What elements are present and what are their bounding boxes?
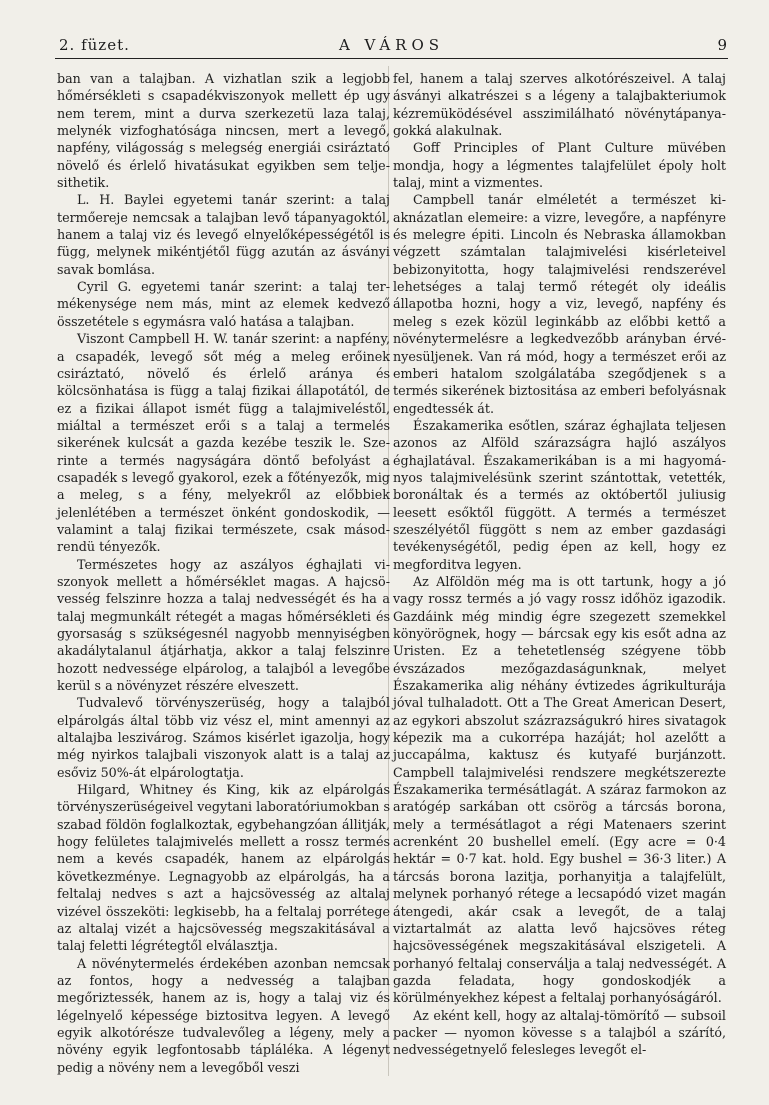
paragraph: ban van a talajban. A vizhatlan szik a legjobb hőmérsékleti s csapadékviszonyok mellett ép ugy nem terem, mint a durva szerkezetü laza talaj, melynék vizfoghatósága nincsen, mert a levegő, napfény, világosság s melegség energiái csiráztató növelő és érlelő hivatásukat egyikben sem teljesithetik. — [57, 71, 390, 191]
paragraph: Cyril G. egyetemi tanár szerint: a talaj termékenysége nem más, mint az elemek kedvező összetétele s egymásra való hatása a talajban. — [57, 279, 390, 329]
paragraph: Tudvalevő törvényszerüség, hogy a talajból elpárolgás által több viz vész el, mint amennyi az altalajba leszivárog. Számos kisérlet igazolja, hogy még nyirkos talajbali viszonyok alatt is a talaj az esőviz 50%-át elpárologtatja. — [57, 695, 390, 780]
paragraph: A növénytermelés érdekében azonban nemcsak az fontos, hogy a nedvesség a talajban megőriztessék, hanem az is, hogy a talaj viz és légelnyelő képessége biztositva legyen. A levegő egyik alkotórésze tudvalevőleg a légeny, mely a növény egyik legfontosabb tápláléka. A légenyt pedig a növény nem a levegőből veszi — [57, 955, 390, 1075]
paragraph: Goff Principles of Plant Culture müvében mondja, hogy a légmentes talajfelület époly holt talaj, mint a vizmentes. — [393, 140, 726, 191]
right-column — [393, 70, 726, 1059]
header-rule — [55, 58, 728, 59]
paragraph: Északamerika esőtlen, száraz éghajlata teljesen azonos az Alföld szárazságra hajló aszályos éghajlatával. Északamerikában is a mi hagyományos talajmivelésünk szerint szántottak, vetették, boronáltak és a termés az októbertől juliusig leesett esőktől függött. A termés a természet szeszélyétől függött s nem az ember gazdasági tevékenységétől, pedig épen az kell, hogy ez megforditva legyen. — [393, 417, 726, 572]
paragraph: Az eként kell, hogy az altalaj-tömörítő — subsoil packer — nyomon kövesse s a talajból a szárító, nedvességetnyelő felesleges levegőt el- — [393, 1007, 726, 1058]
left-column — [57, 70, 390, 1076]
page-number: 9 — [717, 36, 728, 54]
page-header — [55, 36, 728, 56]
paragraph: fel, hanem a talaj szerves alkotórészeivel. A talaj ásványi alkatrészei s a légeny a talajbakteriumok kézremüködésével asszimilálható növénytápanyagokká alakulnak. — [393, 71, 726, 139]
paragraph: Természetes hogy az aszályos éghajlati viszonyok mellett a hőmérséklet magas. A hajcsövesség felszinre hozza a talaj nedvességét és ha a talaj megmunkált rétegét a magas hőmérsékleti és gyorsaság s szükségesnél nagyobb mennyiségben akadálytalanul átjárhatja, akkor a talaj felszinre hozott nedvessége elpárolog, a talajból a levegőbe kerül s a növényzet részére elveszett. — [57, 556, 390, 694]
paragraph: Campbell tanár elméletét a természet kiaknázatlan elemeire: a vizre, levegőre, a napfényre és melegre épiti. Lincoln és Nebraska államokban végzett számtalan talajmivelési kisérleteivel bebizonyitotta, hogy talajmivelési rendszerével lehetséges a talaj termő rétegét oly ideális állapotba hozni, hogy a viz, levegő, napfény és meleg s ezek közül leginkább az előbbi kettő a növénytermelésre a legkedvezőbb arányban érvényesüljenek. Van rá mód, hogy a természet erői az emberi hatalom szolgálatába szegődjenek s a termés sikerének biztositása az emberi befolyásnak engedtessék át. — [393, 192, 726, 416]
publication-title: A VÁROS — [338, 36, 445, 54]
paragraph: L. H. Baylei egyetemi tanár szerint: a talaj termőereje nemcsak a talajban levő tápanyagoktól, hanem a talaj viz és levegő elnyelőképességétől is függ, melynek mikéntjétől függ azután az ásványi savak bomlása. — [57, 192, 390, 277]
paragraph: Viszont Campbell H. W. tanár szerint: a napfény, a csapadék, levegő sőt még a meleg erőinek csiráztató, növelő és érlelő aránya és kölcsönhatása is függ a talaj fizikai állapotától, de ez a fizikai állapot ismét függ a talajmiveléstől, miáltal a természet erői s a talaj a termelés sikerének kulcsát a gazda kezébe teszik le. Szerinte a termés nagyságára döntő befolyást a csapadék s levegő gyakorol, ezek a főtényezők, mig a meleg, s a fény, melyekről az előbbiek jelenlétében a természet önként gondoskodik, — valamint a talaj fizikai természete, csak másodrendü tényezők. — [57, 331, 390, 555]
issue-label: 2. füzet. — [59, 36, 130, 54]
paragraph: Hilgard, Whitney és King, kik az elpárolgás törvényszerüségeivel vegytani laboratóriumokban s szabad földön foglalkoztak, egybehangzóan állitják, hogy felületes talajmivelés mellett a rossz termés nem a kevés csapadék, hanem az elpárolgás következménye. Legnagyobb az elpárolgás, ha a feltalaj nedves s azt a hajcsövesség az altalaj vizével összeköti: legkisebb, ha a feltalaj porrétege az altalaj vizét a hajcsövesség megszakitásával a talaj feletti légrétegtől elválasztja. — [57, 782, 390, 954]
paragraph: Az Alföldön még ma is ott tartunk, hogy a jó vagy rossz termés a jó vagy rossz időhöz igazodik. Gazdáink még mindig égre szegezett szemekkel könyörögnek, hogy — bárcsak egy kis esőt adna az Uristen. Ez a tehetetlenség szégyene több évszázados mezőgazdaságunknak, melyet Északamerika alig néhány évtizedes ágrikulturája jóval tulhaladott. Ott a The Great American Desert, az egykori abszolut százrazságukró hires sivatagok képezik ma a cukorrépa hazáját; hol azelőtt a juccapálma, kaktusz és kutyafé burjánzott. Campbell talajmivelési rendszere megkétszerezte Északamerika termésátlagát. A száraz farmokon az aratógép sarkában ott csörög a tárcsás borona, mely a termésátlagot a régi Matenaers szerint acrenként 20 bushellel emelí. (Egy acre = 0·4 hektár = 0·7 kat. hold. Egy bushel = 36·3 liter.) A tárcsás borona lazitja, porhanyitja a talajfelült, melynek porhanyó rétege a lecsapódó vizet magán átengedi, akár csak a levegőt, de a talaj viztartalmát az alatta levő hajcsöves réteg hajcsövességének megszakitásával elszigeteli. A porhanyó feltalaj conserválja a talaj nedvességét. A gazda feladata, hogy gondoskodjék a körülményekhez képest a feltalaj porhanyóságáról. — [393, 573, 726, 1006]
